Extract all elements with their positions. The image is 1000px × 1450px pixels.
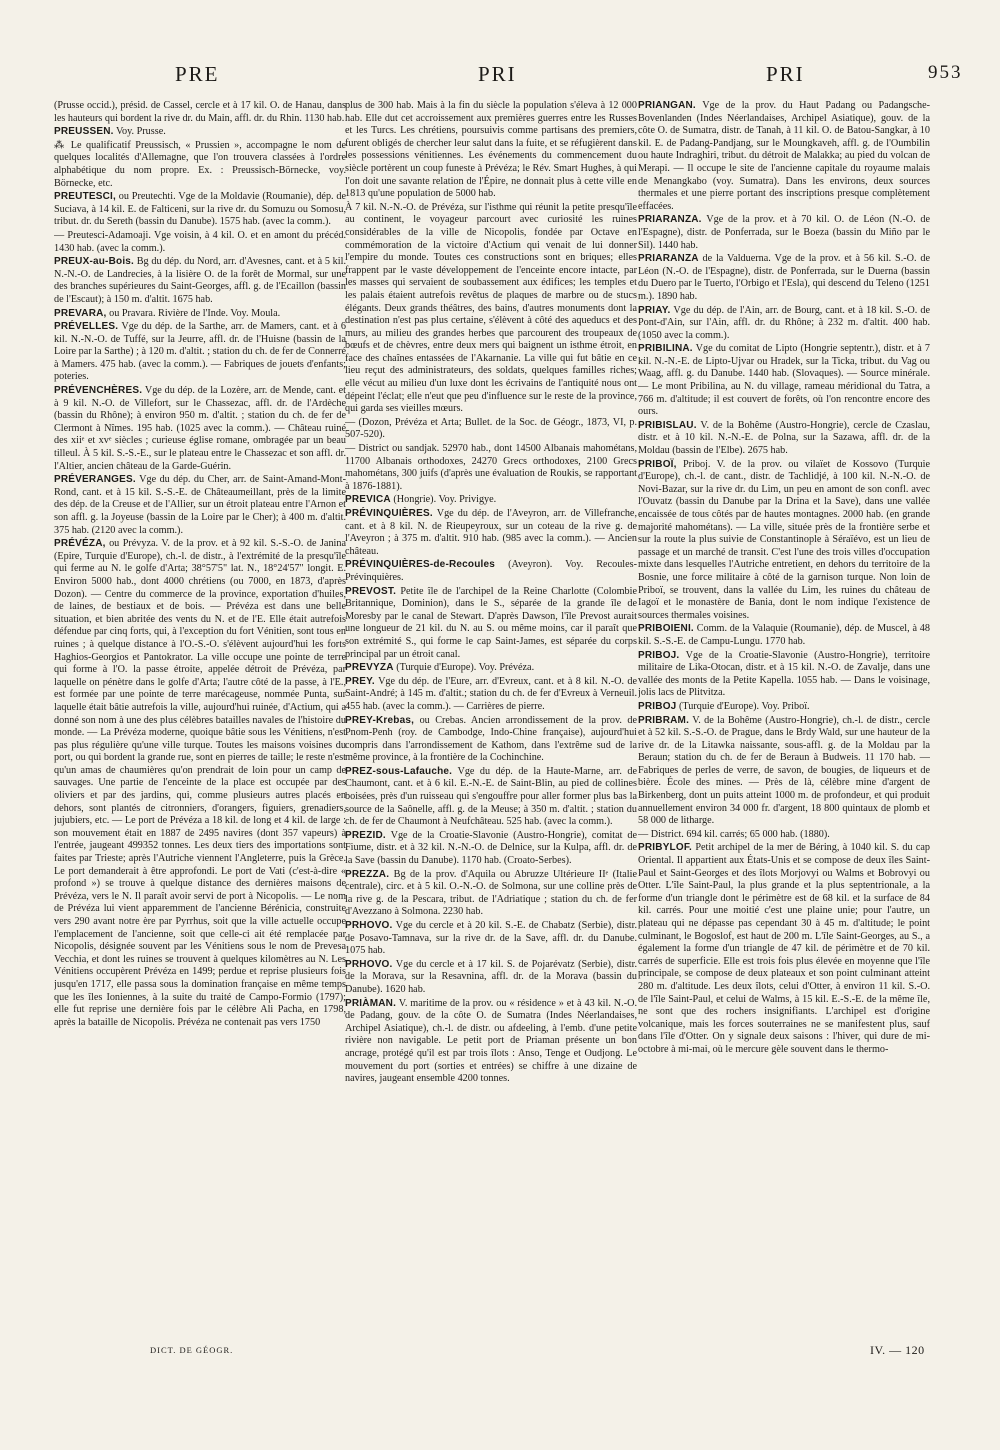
entry-headword: PRHOVO. xyxy=(345,958,393,970)
dictionary-entry xyxy=(345,559,637,584)
entry-text: Vge de la prov. et à 70 kil. O. de Léon (N.-O. de l'Espagne), distr. de Ponferrada, sur le Boeza (bassin du Miño par le Sil). 1440 hab. xyxy=(638,214,930,251)
entry-headword: PRIARANZA xyxy=(638,253,699,265)
entry-headword: PRHOVO. xyxy=(345,920,393,931)
entry-text: Voy. Prusse. xyxy=(113,126,166,138)
entry-text: Vge de la Croatie-Slavonie (Austro-Hongrie), comitat de Fiume, distr. et à 32 kil. N.-N.-O. de Delnice, sur la Kulpa, affl. dr. de la Save (bassin du Danube). 1170 hab. (Croato-Serbes). xyxy=(345,829,637,867)
entry-headword: PRÉVINQUIÈRES-de-Recoules xyxy=(345,559,496,571)
entry-headword: PRIÀMAN. xyxy=(345,997,397,1009)
entry-text: plus de 300 hab. Mais à la fin du siècle la population s'éleva à 12 000 hab. Elle dut cet accroissement aux premières guerres entre les Russes et les Turcs. Les chrétiens, poursuivis comme partisans des premiers, furent obligés de chercher leur salut dans la fuite, et se réfugièrent dans les possessions vénitiennes. Les événements du commencement du siècle portèrent un coup funeste à Prévéza; le Rév. Smart Hughes, à qui l'on doit une savante relation de l'Épire, ne donnait plus à cette ville en 1813 qu'une population de 5000 hab. xyxy=(345,100,637,200)
dictionary-entry xyxy=(345,662,637,675)
dictionary-entry xyxy=(54,126,346,139)
entry-headword: PREZZA. xyxy=(345,868,390,880)
dictionary-entry xyxy=(638,305,930,343)
header-center-word: PRI xyxy=(478,62,517,86)
dictionary-entry xyxy=(345,920,637,958)
entry-text: — District ou sandjak. 52970 hab., dont 14500 Albanais mahométans, 11700 Albanais orthodoxes, 24270 Grecs orthodoxes, 2100 Grecs mahométans, 300 juifs (d'après une évaluation de Roukis, se rapportant à 1876-1881). xyxy=(345,443,637,492)
dictionary-entry xyxy=(638,253,930,303)
entry-text: (Hongrie). Voy. Privigye. xyxy=(390,494,497,506)
dictionary-entry xyxy=(54,538,346,1029)
entry-headword: PRIANGAN. xyxy=(638,100,696,111)
entry-text: ou Crebas. Ancien arrondissement de la prov. de Pnom-Penh (roy. de Cambodge, Indo-Chine française), aujourd'hui compris dans l'arrondissement de Kathom, dans l'extrême sud de la même province, à la frontière de la Cochinchine. xyxy=(345,714,637,764)
entry-headword: PREUSSEN. xyxy=(54,126,114,138)
entry-headword: PREVARA, xyxy=(54,307,107,319)
dictionary-entry xyxy=(638,420,930,458)
header-right-word: PRI xyxy=(766,62,805,86)
entry-text: Vge de la prov. du Haut Padang ou Padangsche-Bovenlanden (Indes Néerlandaises, Archipel Asiatique), gouv. de la côte O. de Sumatra, distr. de Tanah, à 11 kil. O. de Batou-Sangkar, à 10 kil. E. de Padang-Pandjang, sur le Moungkaveh, affl. g. de l'Oumbilin ou haute Indraghiri, tribut. du détroit de Malakka; au pied du volcan de Merapi. — Il occupe le site de l'ancienne capitale du royaume malais de Menangkabo (voy. Sumatra). Dans les environs, deux sources thermales et une pierre portant des inscriptions presque complètement effacées. xyxy=(638,100,930,212)
dictionary-entry xyxy=(638,343,930,419)
column-right xyxy=(638,100,930,1340)
entry-text: À 7 kil. N.-N.-O. de Prévéza, sur l'isthme qui réunit la petite presqu'île au continent, le voyageur parcourt avec curiosité les ruines considérables de la ville de Nicopolis, fondée par Octave en commémoration de la victoire d'Actium qui venait de lui donner l'empire du monde. Toutes ces constructions sont en briques; elles frappent par le vaste développement de l'enceinte encore intacte, par les masses qui servaient de soubassement aux édifices; les temples et les palais étaient autrefois revêtus de plaques de marbre ou de stucs élégants. Deux grands théâtres, des bains, d'autres monuments dont la destination n'est pas plus certaine, s'élèvent à côté des aqueducs et des murs, au milieu des grandes herbes que parcourent des troupeaux de bœufs et de chèvres, entre deux mers qui baignent un isthme étroit, en face des chaînes entassées de l'Akarnanie. La ville qui fut bâtie en ce lieu reçut des administrateurs, des soldats, quelques familles riches; elle vécut au milieu d'un luxe dont les écrivains de l'antiquité nous ont dépeint l'éclat; elle n'eut que peu d'influence sur le reste de la province, qui garda ses vieilles mœurs. xyxy=(345,201,637,415)
entry-headword: PRÉVÉZA, xyxy=(54,538,106,550)
header-left-word: PRE xyxy=(175,62,220,86)
page-number: 953 xyxy=(928,62,963,83)
entry-headword: PRIBOÏ, xyxy=(638,458,677,470)
dictionary-entry xyxy=(638,623,930,648)
dictionary-entry xyxy=(54,100,346,125)
entry-text: de la Valduerna. Vge de la prov. et à 56 kil. S.-O. de Léon (N.-O. de l'Espagne), distr. de Ponferrada, sur le Duerna (bassin du Duero par le Tuerto, l'Orbigo et l'Esla), qui descend du Teleno (1251 m.). 1890 hab. xyxy=(638,253,930,302)
dictionary-entry xyxy=(54,230,346,255)
dictionary-entry xyxy=(638,715,930,828)
entry-text: Priboj. V. de la prov. ou vilaïet de Kossovo (Turquie d'Europe), ch.-l. de cant., distr. de Tachlidjé, à 100 kil. N.-N.-O. de Novi-Bazar, sur la rive dr. du Lim, un peu en amont de son confl. avec l'Ouvatz (bassin du Danube par la Drina et la Save), dans une vallée encaissée de tous côtés par de hautes montagnes. 2000 hab. (en grande majorité mahométans). — La ville, située près de la frontière serbe et sur la route la plus suivie de Constantinople à Séraïévo, est un lieu de passage et un marché de transit. C'est l'une des trois villes d'occupation mixte dans lesquelles l'Autriche entretient, en dehors du territoire de la Bosnie, une force militaire à côté de la garnison turque. Non loin de Priboï, se trouvent, dans la vallée du Lim, les ruines du château de Iagoï et le monastère de Bania, dont le nom indique l'existence de sources thermales voisines. xyxy=(638,458,930,621)
dictionary-entry xyxy=(345,586,637,662)
entry-text: Petit archipel de la mer de Béring, à 1040 kil. S. du cap Oriental. Il appartient aux États-Unis et se compose de deux îles Saint-Paul et Saint-Georges et des îlots Morjovyi ou Walms et Bobrovyi ou Otter. L'île Saint-Paul, la plus grande et la plus septentrionale, a la forme d'un triangle dont le périmètre est de 68 kil. et la surface de 84 kil. carrés. Pour une moitié c'est une plaine unie; pour l'autre, un plateau qui ne dépasse pas cependant 30 à 45 m. d'altitude; le point culminant, le Bogoslof, est haut de 200 m. L'île Saint-Georges, au S., a également la forme d'un triangle de 47 kil. de périmètre et de 70 kil. carrés de superficie. Elle est trois fois plus élevée en moyenne que l'île principale, se compose de deux plateaux et son point culminant atteint 280 m. d'altitude. Les deux îlots, celui d'Otter, à environ 11 kil. S.-O. de l'île Saint-Paul, et celui de Walms, à 15 kil. E.-S.-E. de la même île, ne sont que des rochers insignifiants. L'archipel est d'origine volcanique, mais les forces souterraines ne se manifestent plus, sauf dans l'île d'Otter. On y signale deux saisons : l'hiver, qui dure de mi-octobre à mi-mai, où le mercure gèle souvent dans le thermo- xyxy=(638,842,930,1055)
entry-text: — (Dozon, Prévéza et Arta; Bullet. de la Soc. de Géogr., 1873, VI, p. 507-520). xyxy=(345,416,637,441)
dictionary-entry xyxy=(345,869,637,919)
entry-text: V. maritime de la prov. ou « résidence » et à 43 kil. N.-O. de Padang, gouv. de la côte O. de Sumatra (Indes Néerlandaises, Archipel Asiatique), ch.-l. de distr. ou afdeeling, à l'emb. d'une petite rivière non navigable. Le petit port de Priaman présente un bon ancrage, protégé qu'il est par trois îlots : Anso, Tenge et Oudjong. Le mouvement du port (sorties et entrées) se chiffre à une dizaine de navires, jaugeant ensemble 4200 tonnes. xyxy=(345,997,637,1085)
entry-text: Vge du cercle et à 17 kil. S. de Pojarévatz (Serbie), distr. de la Morava, sur la Resavnina, affl. dr. de la Morava (bassin du Danube). 1620 hab. xyxy=(345,958,637,995)
column-left xyxy=(54,100,346,1340)
dictionary-entry xyxy=(638,100,930,213)
entry-text: Vge du dép. du Cher, arr. de Saint-Amand-Mont-Rond, cant. et à 15 kil. S.-S.-E. de Châteaumeillant, près de la limite des dép. de la Creuse et de l'Allier, sur un étroit plateau entre l'Arnon et son affl. g. la Joyeuse (bassin de la Loire par le Cher); à 400 m. d'altit. 375 hab. (2120 avec la comm.). xyxy=(54,474,346,536)
dictionary-entry xyxy=(638,842,930,1056)
entry-headword: PREY-Krebas, xyxy=(345,714,415,726)
entry-headword: PRÉVINQUIÈRES. xyxy=(345,508,433,519)
entry-headword: PRÉVELLES. xyxy=(54,321,119,333)
entry-headword: PREUX-au-Bois. xyxy=(54,256,135,268)
dictionary-entry xyxy=(345,100,637,201)
dictionary-entry xyxy=(345,959,637,997)
entry-headword: PREZ-sous-Lafauche. xyxy=(345,765,453,777)
entry-text: V. de la Bohême (Austro-Hongrie), cercle de Czaslau, distr. et à 10 kil. N.-N.-E. de Polna, sur la Sazawa, affl. dr. de la Moldau (bassin de l'Elbe). 2675 hab. xyxy=(638,419,930,457)
dictionary-entry xyxy=(638,214,930,252)
dictionary-entry xyxy=(345,830,637,868)
dictionary-entry xyxy=(345,508,637,558)
dictionary-entry xyxy=(345,443,637,493)
dictionary-entry xyxy=(345,676,637,714)
entry-headword: PREVICA xyxy=(345,494,391,506)
dictionary-entry xyxy=(345,766,637,829)
entry-text: ⁂ Le qualificatif Preussisch, « Prussien », accompagne le nom de quelques localités d'Allemagne, que l'on trouvera classées à l'ordre alphabétique du nom propre. Ex. : Preussisch-Börnecke, voy. Börnecke, etc. xyxy=(54,139,346,189)
entry-text: ou Prévyza. V. de la prov. et à 92 kil. S.-S.-O. de Janina (Epire, Turquie d'Europe), ch.-l. de distr., à l'extrémité de la presqu'île qui ferme au N. le golfe d'Arta; 38°57'5" lat. N., 18°24'57" longit. E. Environ 5000 hab., dont 4000 chrétiens (ou 7000, en 1873, d'après Dozon). — Centre du commerce de la province, exportation d'huiles, de laines, de bestiaux et de bois. — Prévéza est dans une belle situation, et bien abritée des vents du N. et de l'E. Elle était autrefois défendue par cinq forts, qui, à l'exception du fort Vénitien, sont tous en ruines ; à quelque distance à l'O.-S.-O. s'élèvent aujourd'hui les forts Haghios-Georgios et Pantokrator. La ville occupe une pointe de terre qui forme à l'O. la passe étroite, appelée détroit de Prévéza, par laquelle on pénètre dans le golfe d'Arta; l'autre côté de la passe, à l'E., est formée par une pointe de terre marécageuse, nommée Punta, sur laquelle était bâtie autrefois la ville, aujourd'hui ruinée, d'Actium, qui a donné son nom à une des plus célèbres batailles navales de l'histoire du monde. — La Prévéza moderne, quoique bâtie sous les Vénitiens, n'est pas plus régulière qu'une ville turque. Toutes les maisons voisines du port, ou qui bordent la grande rue, sont en pierres de taille; le reste n'est qu'un amas de chaumières qu'on prendrait de loin pour un camp de sauvages. Une partie de l'enceinte de la place est occupée par des oliviers et par des jardins, qui, comme plusieurs autres placés en dehors, sont plantés de citronniers, d'orangers, figuiers, grenadiers, jujubiers, etc. — Le port de Prévéza a 18 kil. de long et 4 kil. de large : son mouvement était en 1887 de 2495 navires (dont 357 vapeurs) à l'entrée, jaugeant 499352 tonnes. Les deux tiers des importations sont faites par Trieste; après l'Autriche viennent l'Angleterre, puis la Grèce. Le port demanderait à être approfondi. Le port de Vati (c'est-à-dire « profond ») se trouve à quelque distance des dernières maisons de Prévéza, vers le N. Il paraît avoir servi de port à Nicopolis. — Le nom de Prévéza lui vient apparemment de l'ancienne Bérénicia, construite vers 290 avant notre ère par Pyrrhus, soit que la ville actuelle occupe l'emplacement de l'ancienne, soit que celle-ci ait été remplacée par Nicopolis, désignée souvent par les Vénitiens sous le nom de Prevesa Vecchia, et dont les ruines se trouvent à quelques kilomètres au N. Les Vénitiens occupèrent Prévéza en 1499; perdue et reprise plusieurs fois jusqu'en 1717, elle passa sous la domination française en même temps que les îles Ioniennes, à la suite du traité de Campo-Formio (1797); elle fut reprise une dernière fois par le célèbre Ali Pacha, en 1798, après la bataille de Nicopolis. Prévéza ne contenait pas vers 1750 xyxy=(54,538,346,1028)
dictionary-entry xyxy=(345,998,637,1086)
footer-signature: DICT. DE GÉOGR. xyxy=(150,1345,234,1355)
dictionary-entry xyxy=(54,256,346,306)
entry-text: (Turquie d'Europe). Voy. Prévéza. xyxy=(393,662,535,674)
entry-text: Vge du comitat de Lipto (Hongrie septentr.), distr. et à 7 kil. N.-N.-E. de Lipto-Ujvar ou Hradek, sur la Ticka, tribut. du Vag ou Waag, affl. g. du Danube. 1440 hab. (Slovaques). — Source minérale. — Le mont Pribilina, au N. du village, rameau méridional du Tatra, a 766 m. d'altitude; il est couvert de forêts, où l'on rencontre encore des ours. xyxy=(638,343,930,418)
entry-text: Vge du dép. de l'Eure, arr. d'Evreux, cant. et à 8 kil. N.-O. de Saint-André; à 145 m. d'altit.; station du ch. de fer d'Evreux à Verneuil. 455 hab. (avec la comm.). — Carrières de pierre. xyxy=(345,675,637,712)
dictionary-entry xyxy=(638,459,930,623)
entry-headword: PRIBOJ xyxy=(638,700,677,712)
dictionary-entry xyxy=(54,321,346,384)
entry-headword: PREVOST. xyxy=(345,585,397,597)
entry-headword: PRÉVERANGES. xyxy=(54,474,136,486)
entry-headword: PREZID. xyxy=(345,829,386,841)
dictionary-entry xyxy=(638,701,930,714)
footer-volume-sheet: IV. — 120 xyxy=(870,1343,925,1357)
entry-text: Vge du dép. de la Sarthe, arr. de Mamers, cant. et à 6 kil. N.-N.-O. de Tuffé, sur la Jeurre, affl. dr. de l'Huisne (bassin de la Loire par la Sarthe) ; à 120 m. d'altit. ; station du ch. de fer de Connerré à Mamers. 475 hab. (avec la comm.). — Fabriques de jouets d'enfants; poteries. xyxy=(54,321,346,383)
entry-text: Vge du dép. de la Lozère, arr. de Mende, cant. et à 9 kil. N.-O. de Villefort, sur le Chassezac, affl. dr. de l'Ardèche (bassin du Rhône); à environ 950 m. d'altit. ; station du ch. de fer de Clermont à Nîmes. 195 hab. (1025 avec la comm.). — Château ruiné des xiiᵉ et xvᵉ siècles ; curieuse église romane, ombragée par un beau tilleul. À 5 kil. S.-S.-E., sur le plateau entre le Chassezac et son affl. dr. l'Altier, ancien château de la Garde-Guérin. xyxy=(54,385,346,472)
dictionary-entry xyxy=(345,202,637,416)
dictionary-entry xyxy=(638,650,930,700)
dictionary-entry xyxy=(54,308,346,321)
dictionary-entry xyxy=(54,385,346,473)
entry-text: (Turquie d'Europe). Voy. Priboï. xyxy=(676,700,810,712)
entry-headword: PRIBILINA. xyxy=(638,343,693,355)
entry-headword: PRIARANZA. xyxy=(638,214,702,226)
entry-headword: PREVYZA xyxy=(345,662,394,674)
entry-text: Petite île de l'archipel de la Reine Charlotte (Colombie Britannique, Dominion), dans le S., séparée de la grande île de Moresby par le canal de Stewart. D'après Dawson, l'île Prevost aurait une longueur de 21 kil. du N. au S. ou même moins, car il paraît que son extrémité S., qui forme le cap Saint-James, est séparée du corps principal par un étroit canal. xyxy=(345,585,637,660)
entry-text: Vge du dép. de l'Aveyron, arr. de Villefranche, cant. et à 8 kil. N. de Rieupeyroux, sur un coteau de la rive g. de l'Aveyron ; à 375 m. d'altit. 910 hab. (985 avec la comm.). — Ancien château. xyxy=(345,508,637,557)
dictionary-entry xyxy=(54,191,346,229)
entry-text: — District. 694 kil. carrés; 65 000 hab. (1880). xyxy=(638,828,830,840)
entry-text: Bg du dép. du Nord, arr. d'Avesnes, cant. et à 5 kil. N.-N.-O. de Landrecies, à la lisière O. de la forêt de Mormal, sur une des branches supérieures du Saint-Georges, affl. g. de l'Ecaillon (bassin de l'Escaut); à 150 m. d'altit. 1675 hab. xyxy=(54,256,346,305)
entry-text: (Prusse occid.), présid. de Cassel, cercle et à 17 kil. O. de Hanau, dans les hauteurs qui bordent la rive dr. du Main, affl. dr. du Rhin. 1130 hab. xyxy=(54,100,346,124)
entry-text: Vge du dép. de l'Ain, arr. de Bourg, cant. et à 18 kil. S.-O. de Pont-d'Ain, sur l'Ain, affl. dr. du Rhône; à 232 m. d'altit. 400 hab. (1050 avec la comm.). xyxy=(638,304,930,341)
entry-text: Vge du dép. de la Haute-Marne, arr. de Chaumont, cant. et à 6 kil. E.-N.-E. de Saint-Blin, au pied de collines boisées, près d'un ruisseau qui s'engouffre pour aller former plus bas la source de la Saônelle, affl. g. de la Meuse; à 350 m. d'altit. ; station du ch. de fer de Chaumont à Neufchâteau. 525 hab. (avec la comm.). xyxy=(345,765,637,828)
dictionary-entry xyxy=(54,474,346,537)
dictionary-entry xyxy=(54,140,346,190)
running-header xyxy=(0,62,1000,92)
entry-text: Bg de la prov. d'Aquila ou Abruzze Ultérieure IIᵉ (Italie centrale), circ. et à 5 kil. O.-N.-O. de Solmona, sur une colline près de la rive g. de la Pescara, tribut. de l'Adriatique ; station du ch. de fer d'Avezzano à Solmona. 2230 hab. xyxy=(345,868,637,918)
entry-headword: PREUTESCI, xyxy=(54,191,117,203)
entry-headword: PRIBISLAU. xyxy=(638,419,697,431)
entry-headword: PRIBOIENI. xyxy=(638,623,694,635)
entry-headword: PRIBRAM. xyxy=(638,714,690,726)
dictionary-entry xyxy=(345,494,637,507)
entry-text: (Aveyron). Voy. Recoules-Prévinquières. xyxy=(345,559,637,583)
dictionary-entry xyxy=(345,715,637,765)
entry-headword: PRIBOJ. xyxy=(638,649,680,661)
dictionary-entry xyxy=(638,829,930,842)
entry-headword: PRIAY. xyxy=(638,304,671,316)
entry-text: V. de la Bohême (Austro-Hongrie), ch.-l. de distr., cercle et à 52 kil. S.-S.-O. de Prague, dans le Brdy Wald, sur une hauteur de la rive dr. de la Litawka naissante, sous-affl. g. de la Moldau par la Beraun; station du ch. de fer de Beraun à Budweis. 11 170 hab. — Fabriques de perles de verre, de savon, de bougies, de liqueurs et de bière. École des mines. — Près de là, célèbre mine d'argent de Birkenberg, dont un puits atteint 1000 m. de profondeur, et qui produit annuellement environ 34 000 fr. d'argent, 18 800 quintaux de plomb et 58 000 de litharge. xyxy=(638,714,930,827)
entry-text: Vge du cercle et à 20 kil. S.-E. de Chabatz (Serbie), distr. de Posavo-Tamnava, sur la rive dr. de la Save, affl. dr. du Danube. 1075 hab. xyxy=(345,920,637,957)
entry-headword: PRIBYLOF. xyxy=(638,842,693,854)
entry-headword: PRÉVENCHÈRES. xyxy=(54,385,143,397)
entry-text: Vge de la Croatie-Slavonie (Austro-Hongrie), territoire militaire de Lika-Otocan, distr. et à 15 kil. N.-O. de Zavalje, dans une vallée des monts de la Petite Kapella. 1055 hab. — Dans le voisinage, jolis lacs de Plitvitza. xyxy=(638,649,930,699)
entry-text: ou Preutechti. Vge de la Moldavie (Roumanie), dép. de Suciava, à 14 kil. E. de Falticeni, sur la rive dr. du Somuzu ou Somosu, tribut. dr. du Sereth (bassin du Danube). 1575 hab. (avec la comm.). xyxy=(54,191,346,228)
column-middle xyxy=(345,100,637,1340)
dictionary-entry xyxy=(345,417,637,442)
entry-text: Comm. de la Valaquie (Roumanie), dép. de Muscel, à 48 kil. S.-S.-E. de Campu-Lungu. 1770 hab. xyxy=(638,623,930,647)
entry-text: — Preutesci-Adamoaji. Vge voisin, à 4 kil. O. et en amont du précéd. 1430 hab. (avec la comm.). xyxy=(54,229,346,254)
entry-text: ou Pravara. Rivière de l'Inde. Voy. Moula. xyxy=(106,307,281,319)
entry-headword: PREY. xyxy=(345,675,375,687)
